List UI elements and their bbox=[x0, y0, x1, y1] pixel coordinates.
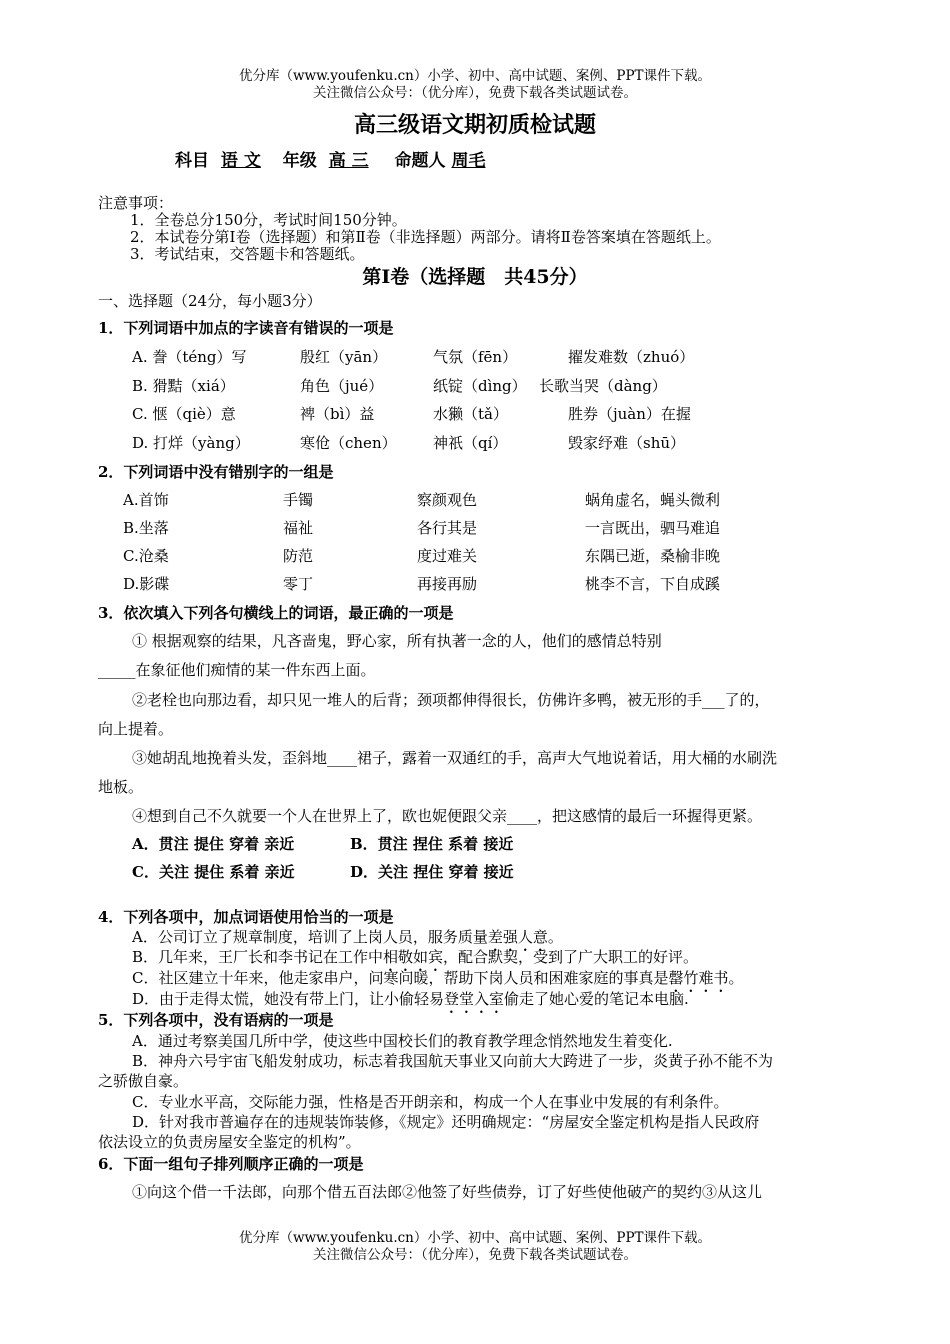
part-heading: 一、选择题（24分，每小题3分） bbox=[98, 292, 322, 310]
q5-option-b-cont: 之骄傲自豪。 bbox=[98, 1072, 189, 1090]
section-title: 第Ⅰ卷（选择题 共45分） bbox=[362, 266, 588, 288]
q1-option: 神祇（qí） bbox=[433, 434, 508, 452]
q3-option-a: A．贯注 提住 穿着 亲近 bbox=[132, 835, 295, 853]
q1-option: 寒伧（chen） bbox=[300, 434, 397, 452]
q2-option: A.首饰 bbox=[123, 491, 169, 509]
q1-option: 胜券（juàn）在握 bbox=[568, 405, 691, 423]
q3-sentence-1: ① 根据观察的结果，凡吝啬鬼，野心家，所有执著一念的人，他们的感情总特别 bbox=[132, 632, 662, 650]
q4-b-dotted: 相敬如宾 bbox=[383, 948, 444, 966]
page-title: 高三级语文期初质检试题 bbox=[353, 112, 596, 138]
q4-b-end: ，配合默契，受到了广大职工的好评。 bbox=[443, 948, 699, 966]
q1-option: 角色（jué） bbox=[300, 377, 384, 395]
q2-option: 东隅已逝，桑榆非晚 bbox=[585, 547, 721, 565]
q1-option: 纸锭（dìng） bbox=[433, 377, 527, 395]
subject-value: 语 文 bbox=[220, 151, 261, 171]
q2-option: 零丁 bbox=[283, 575, 314, 593]
q3-sentence-3: ③她胡乱地挽着头发，歪斜地____裙子，露着一双通红的手，高声大气地说着话，用大桶的水刷洗 bbox=[132, 749, 778, 767]
q1-option: 擢发难数（zhuó） bbox=[568, 348, 695, 366]
q1-stem: 1．下列词语中加点的字读音有错误的一项是 bbox=[98, 319, 394, 337]
q5-option-d: D．针对我市普遍存在的违规装饰装修，《规定》还明确规定：“房屋安全鉴定机构是指人民政府 bbox=[132, 1113, 760, 1131]
subject-label: 科目 bbox=[175, 151, 209, 171]
q3-option-b: B．贯注 捏住 系着 接近 bbox=[350, 835, 514, 853]
q1-option: C. 惬（qiè）意 bbox=[132, 405, 236, 423]
q4-b-text: B．几年来，王厂长和李书记在工作中 bbox=[132, 948, 384, 966]
grade-value: 高 三 bbox=[328, 151, 369, 171]
q1-option: 长歌当哭（dàng） bbox=[539, 377, 667, 395]
q2-option: 防范 bbox=[283, 547, 314, 565]
q4-c-dotted: 罄竹难书 bbox=[668, 969, 729, 987]
q4-c-text: C．社区建立十年来，他走家串户，问寒问暖，帮助下岗人员和困难家庭的事真是 bbox=[132, 969, 669, 987]
q1-option: 毁家纾难（shū） bbox=[568, 434, 686, 452]
q4-d-text: D．由于走得太慌，她没有带上门，让小偷轻易 bbox=[132, 990, 445, 1008]
q1-option: 水獭（tǎ） bbox=[433, 405, 508, 423]
q3-sentence-3-cont: 地板。 bbox=[98, 778, 144, 796]
author-value: 周毛 bbox=[451, 151, 486, 171]
q2-option: 再接再励 bbox=[417, 575, 478, 593]
q1-option: 裨（bì）益 bbox=[300, 405, 375, 423]
notes-heading: 注意事项： bbox=[98, 194, 174, 212]
q2-option: 各行其是 bbox=[417, 519, 478, 537]
q3-sentence-4: ④想到自己不久就要一个人在世界上了，欧也妮便跟父亲____，把这感情的最后一环握得更紧。 bbox=[132, 807, 763, 825]
q1-option: A. 誊（téng）写 bbox=[132, 348, 247, 366]
note-item: 3．考试结束，交答题卡和答题纸。 bbox=[130, 245, 365, 263]
q2-option: 桃李不言，下自成蹊 bbox=[585, 575, 721, 593]
q6-stem: 6．下面一组句子排列顺序正确的一项是 bbox=[98, 1155, 364, 1173]
q2-option: 蜗角虚名，蝇头微利 bbox=[585, 491, 721, 509]
q3-sentence-2-cont: 向上提着。 bbox=[98, 720, 174, 738]
q2-option: 福祉 bbox=[283, 519, 314, 537]
q1-option: 气氛（fēn） bbox=[433, 348, 518, 366]
q4-d-end: 偷走了她心爱的笔记本电脑. bbox=[504, 990, 689, 1008]
header-line-1: 优分库（www.youfenku.cn）小学、初中、高中试题、案例、PPT课件下载。 bbox=[238, 68, 712, 84]
q3-sentence-2: ②老栓也向那边看，却只见一堆人的后背；颈项都伸得很长，仿佛许多鸭，被无形的手___了的， bbox=[132, 691, 770, 709]
exam-meta bbox=[175, 146, 485, 171]
q2-option: D.影碟 bbox=[123, 575, 170, 593]
q2-option: B.坐落 bbox=[123, 519, 169, 537]
q4-c-end: 。 bbox=[728, 969, 744, 987]
q2-option: 察颜观色 bbox=[417, 491, 478, 509]
q2-stem: 2．下列词语中没有错别字的一组是 bbox=[98, 463, 334, 481]
q5-stem: 5．下列各项中，没有语病的一项是 bbox=[98, 1011, 334, 1029]
q1-option: B. 猾黠（xiá） bbox=[132, 377, 235, 395]
q4-stem: 4．下列各项中，加点词语使用恰当的一项是 bbox=[98, 908, 394, 926]
note-item: 2．本试卷分第Ⅰ卷（选择题）和第Ⅱ卷（非选择题）两部分。请将Ⅱ卷答案填在答题纸上。 bbox=[130, 228, 721, 246]
header-line-2: 关注微信公众号：（优分库），免费下载各类试题试卷。 bbox=[313, 85, 637, 101]
q2-option: 度过难关 bbox=[417, 547, 478, 565]
q4-a-end: 。 bbox=[547, 928, 563, 946]
q3-stem: 3．依次填入下列各句横线上的词语，最正确的一项是 bbox=[98, 604, 454, 622]
q4-a-dotted: 差强人意 bbox=[487, 928, 548, 946]
q2-option: C.沧桑 bbox=[123, 547, 169, 565]
q5-option-d-cont: 依法设立的负责房屋安全鉴定的机构”。 bbox=[98, 1133, 361, 1151]
q3-sentence-1-cont: _____在象征他们痴情的某一件东西上面。 bbox=[98, 661, 376, 679]
note-item: 1．全卷总分150分，考试时间150分钟。 bbox=[130, 211, 407, 229]
q3-option-c: C．关注 提住 系着 亲近 bbox=[132, 863, 295, 881]
q2-option: 一言既出，驷马难追 bbox=[585, 519, 721, 537]
footer-line-2: 关注微信公众号：（优分库），免费下载各类试题试卷。 bbox=[313, 1247, 637, 1263]
q6-sentences: ①向这个借一千法郎，向那个借五百法郎②他签了好些债券，订了好些使他破产的契约③从这儿 bbox=[132, 1183, 763, 1201]
q4-a-text: A．公司订立了规章制度，培训了上岗人员，服务质量 bbox=[132, 928, 488, 946]
q2-option: 手镯 bbox=[283, 491, 314, 509]
q5-option-c: C．专业水平高，交际能力强，性格是否开朗亲和，构成一个人在事业中发展的有利条件。 bbox=[132, 1093, 729, 1111]
q1-option: D. 打烊（yàng） bbox=[132, 434, 250, 452]
grade-label: 年级 bbox=[282, 151, 317, 171]
q5-option-a: A．通过考察美国几所中学，使这些中国校长们的教育教学理念悄然地发生着变化. bbox=[132, 1032, 673, 1050]
q4-d-dotted: 登堂入室 bbox=[444, 990, 505, 1008]
q5-option-b: B．神舟六号宇宙飞船发射成功，标志着我国航天事业又向前大大跨进了一步，炎黄子孙不能不为 bbox=[132, 1052, 774, 1070]
q3-option-d: D．关注 捏住 穿着 接近 bbox=[350, 863, 514, 881]
footer-line-1: 优分库（www.youfenku.cn）小学、初中、高中试题、案例、PPT课件下载。 bbox=[238, 1230, 712, 1246]
q1-option: 殷红（yān） bbox=[300, 348, 388, 366]
author-label: 命题人 bbox=[394, 151, 446, 171]
